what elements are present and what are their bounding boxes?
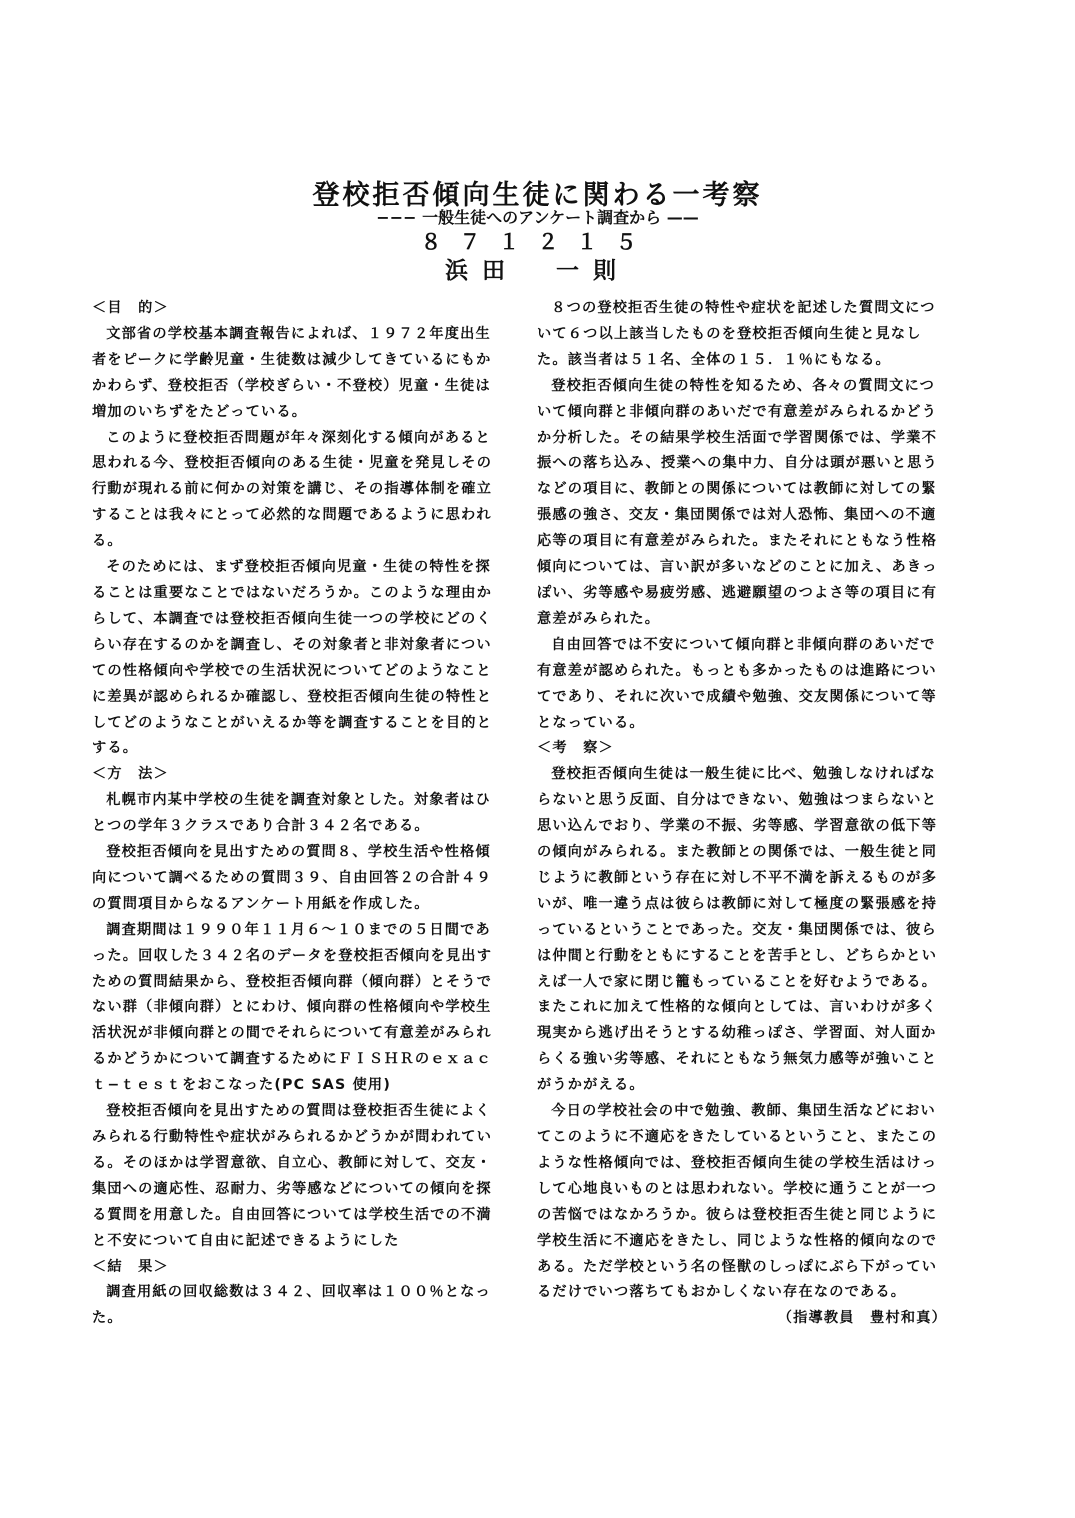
paper-subtitle: −−− 一般生徒へのアンケート調査から —— (376, 208, 699, 227)
paragraph: 自由回答では不安について傾向群と非傾向群のあいだで有意差が認められた。もっとも多かったものは進路についてであり、それに次いで成績や勉強、交友関係について等となっている。 (537, 636, 937, 731)
right-column (537, 296, 947, 1332)
student-id: ８７１２１５ (420, 230, 655, 254)
paragraph: 文部省の学校基本調査報告によれば、１９７２年度出生者をピークに学齢児童・生徒数は減少してきているにもかかわらず、登校拒否（学校ぎらい・不登校）児童・生徒は増加のいちずをたどっている。 (92, 325, 492, 420)
paragraph: ８つの登校拒否生徒の特性や症状を記述した質問文について６つ以上該当したものを登校拒否傾向生徒と見なした。該当者は５１名、全体の１５．１％にもなる。 (537, 300, 936, 368)
section-heading-purpose: ＜目 的＞ (92, 300, 169, 316)
left-column (92, 296, 504, 1332)
paragraph: このように登校拒否問題が年々深刻化する傾向があると思われる今、登校拒否傾向のある生徒・児童を発見しその行動が現れる前に何かの対策を講じ、その指導体制を確立することは我々にとって必然的な問題であるように思われる。 (92, 429, 493, 550)
paragraph: 登校拒否傾向を見出すための質問は登校拒否生徒によくみられる行動特性や症状がみられるかどうかが問われている。そのほかは学習意欲、自立心、教師に対して、交友・集団への適応性、忍耐力、劣等感などについての傾向を探る質問を用意した。自由回答については学校生活での不満と不安について自由に記述できるようにした (92, 1103, 493, 1249)
section-heading-results: ＜結 果＞ (92, 1258, 169, 1275)
paragraph: 登校拒否傾向を見出すための質問８、学校生活や性格傾向について調べるための質問３９、自由回答２の合計４９の質問項目からなるアンケート用紙を作成した。 (92, 844, 492, 912)
paragraph: 札幌市内某中学校の生徒を調査対象とした。対象者はひとつの学年３クラスであり合計３４２名である。 (92, 792, 491, 835)
paper-title: 登校拒否傾向生徒に関わる一考察 (312, 180, 763, 211)
section-heading-discussion: ＜考 察＞ (537, 740, 614, 757)
advisor-signature: （指導教員 豊村和真） (777, 1310, 947, 1327)
paragraph: 登校拒否傾向生徒は一般生徒に比べ、勉強しなければならないと思う反面、自分はできない、勉強はつまらないと思い込んでおり、学業の不振、劣等感、学習意欲の低下等の傾向がみられる。また教師との関係では、一般生徒と同じように教師という存在に対し不平不満を訴えるものが多いが、唯一違う点は彼らは教師に対して極度の緊張感を持っているということであった。交友・集団関係では、彼らは仲間と行動をともにすることを苦手とし、どちらかといえば一人で家に閉じ籠もっていることを好むようである。またこれに加えて性格的な傾向としては、言いわけが多く現実から逃げ出そうとする幼稚っぽさ、学習面、対人面からくる強い劣等感、それにともなう無気力感等が強いことがうかがえる。 (537, 766, 938, 1094)
paragraph: そのためには、まず登校拒否傾向児童・生徒の特性を探ることは重要なことではないだろうか。このような理由からして、本調査では登校拒否傾向生徒一つの学校にどのくらい存在するのかを調査し、その対象者と非対象者についての性格傾向や学校での生活状況についてどのようなことに差異が認められるか確認し、登校拒否傾向生徒の特性としてどのようなことがいえるか等を調査することを目的とする。 (92, 559, 493, 757)
paragraph: 調査用紙の回収総数は３４２、回収率は１００％となった。 (92, 1284, 491, 1327)
section-heading-method: ＜方 法＞ (92, 766, 169, 783)
paragraph: 調査期間は１９９０年１１月６〜１０までの５日間であった。回収した３４２名のデータを登校拒否傾向を見出すための質問結果から、登校拒否傾向群（傾向群）とそうでない群（非傾向群）とにわけ、傾向群の性格傾向や学校生活状況が非傾向群との間でそれらについて有意差がみられるかどうかについて調査するためにＦＩＳＨＲのｅｘａｃｔ−ｔｅｓｔをおこなった(PC SAS 使用) (92, 921, 493, 1094)
paragraph: 登校拒否傾向生徒の特性を知るため、各々の質問文について傾向群と非傾向群のあいだで有意差がみられるかどうか分析した。その結果学校生活面で学習関係では、学業不振への落ち込み、授業への集中力、自分は頭が悪いと思うなどの項目に、教師との関係については教師に対しての緊張感の強さ、交友・集団関係では対人恐怖、集団への不適応等の項目に有意差がみられた。またそれにともなう性格傾向については、言い訳が多いなどのことに加え、あきっぽい、劣等感や易疲労感、逃避願望のつよさ等の項目に有意差がみられた。 (537, 377, 938, 627)
author-name: 浜田 一則 (445, 258, 630, 284)
paragraph: 今日の学校社会の中で勉強、教師、集団生活などにおいてこのように不適応をきたしているということ、またこのような性格傾向では、登校拒否傾向生徒の学校生活はけっして心地良いものとは思われない。学校に通うことが一つの苦悩ではなかろうか。彼らは登校拒否生徒と同じように学校生活に不適応をきたし、同じような性格的傾向なのである。ただ学校という名の怪獣のしっぽにぶら下がっているだけでいつ落ちてもおかしくない存在なのである。 (537, 1103, 938, 1301)
